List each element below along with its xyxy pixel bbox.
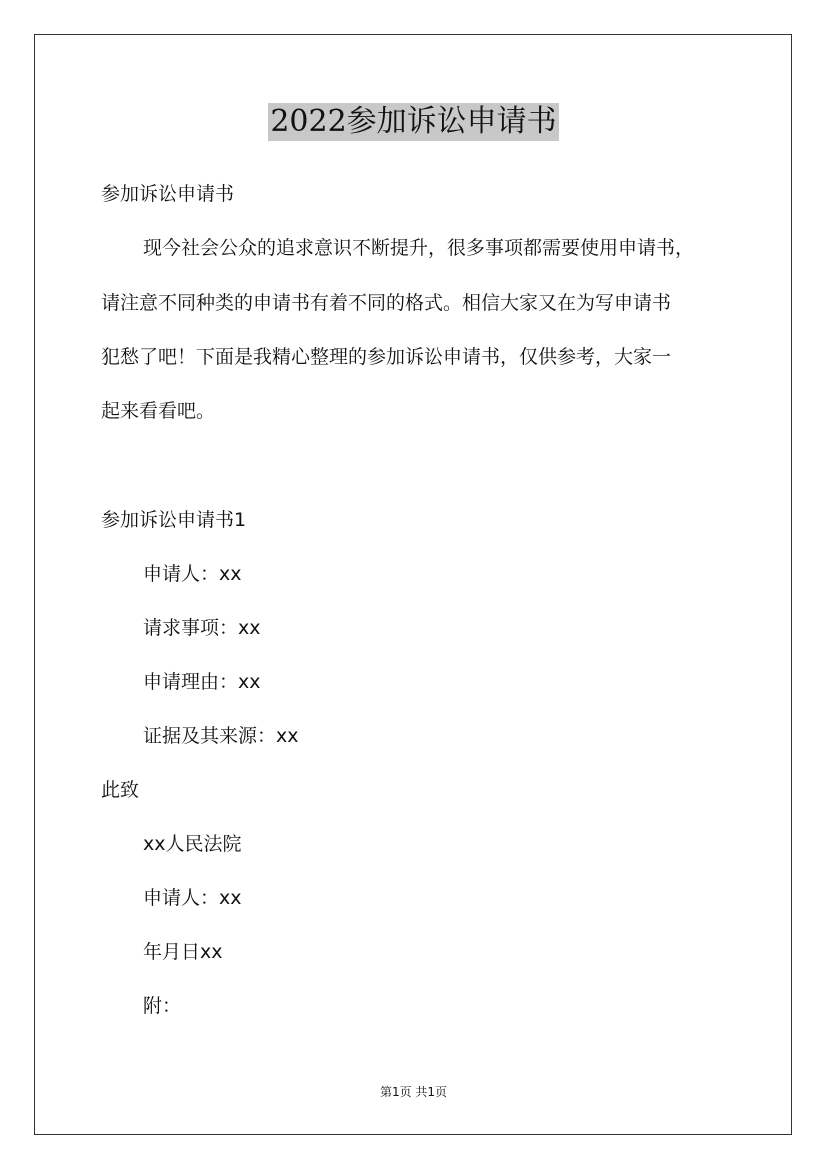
date-line: 年月日xx <box>143 941 223 963</box>
field-request: 请求事项：xx <box>143 617 261 639</box>
attachment-line: 附： <box>143 995 182 1017</box>
section-heading: 参加诉讼申请书1 <box>101 509 247 531</box>
field-reason: 申请理由：xx <box>143 671 261 693</box>
intro-line-1: 现今社会公众的追求意识不断提升，很多事项都需要使用申请书， <box>143 237 695 259</box>
field-applicant: 申请人：xx <box>143 563 242 585</box>
signature-applicant: 申请人：xx <box>143 887 242 909</box>
recipient-court: xx人民法院 <box>143 833 242 855</box>
intro-line-2: 请注意不同种类的申请书有着不同的格式。相信大家又在为写申请书 <box>101 292 672 314</box>
page-footer: 第1页 共1页 <box>379 1085 448 1099</box>
intro-line-4: 起来看看吧。 <box>101 400 216 422</box>
document-subtitle: 参加诉讼申请书 <box>101 183 235 205</box>
intro-line-3: 犯愁了吧！下面是我精心整理的参加诉讼申请书，仅供参考，大家一 <box>101 346 672 368</box>
document-title: 2022参加诉讼申请书 <box>270 104 557 139</box>
closing-text: 此致 <box>101 779 140 801</box>
field-evidence: 证据及其来源：xx <box>143 725 299 747</box>
